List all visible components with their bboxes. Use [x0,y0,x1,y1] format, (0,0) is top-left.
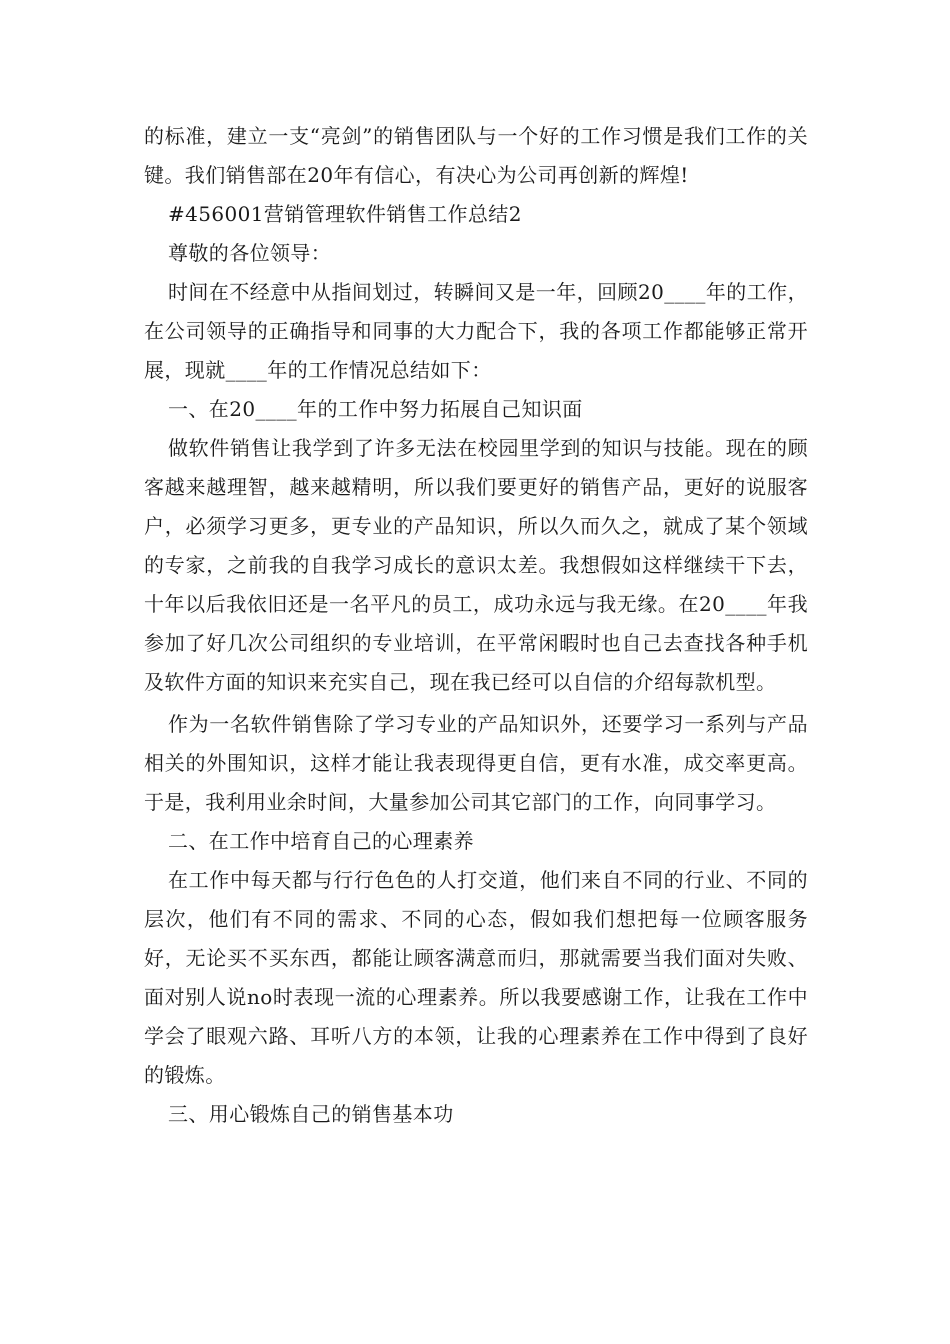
section-title: #456001营销管理软件销售工作总结2 [168,202,522,226]
document-body [144,117,808,1134]
paragraph-peripheral-knowledge: 作为一名软件销售除了学习专业的产品知识外，还要学习一系列与产品相关的外围知识，这样才能让我表现得更自信，更有水准，成交率更高。于是，我利用业余时间，大量参加公司其它部门的工作，向同事学习。 [144,712,808,814]
paragraph-opening: 时间在不经意中从指间划过，转瞬间又是一年，回顾20____年的工作，在公司领导的正确指导和同事的大力配合下，我的各项工作都能够正常开展，现就____年的工作情况总结如下： [144,280,808,382]
paragraph-knowledge: 做软件销售让我学到了许多无法在校园里学到的知识与技能。现在的顾客越来越理智，越来越精明，所以我们要更好的销售产品，更好的说服客户，必须学习更多，更专业的产品知识，所以久而久之，就成了某个领域的专家，之前我的自我学习成长的意识太差。我想假如这样继续干下去，十年以后我依旧还是一名平凡的员工，成功永远与我无缘。在20____年我参加了好几次公司组织的专业培训，在平常闲暇时也自己去查找各种手机及软件方面的知识来充实自己，现在我已经可以自信的介绍每款机型。 [144,436,808,694]
heading-two: 二、在工作中培育自己的心理素养 [168,829,474,853]
salutation: 尊敬的各位领导： [168,241,332,265]
paragraph-psychology: 在工作中每天都与行行色色的人打交道，他们来自不同的行业、不同的层次，他们有不同的需求、不同的心态，假如我们想把每一位顾客服务好，无论买不买东西，都能让顾客满意而归，那就需要当我们面对失败、面对别人说no时表现一流的心理素养。所以我要感谢工作，让我在工作中学会了眼观六路、耳听八方的本领，让我的心理素养在工作中得到了良好的锻炼。 [144,868,808,1087]
heading-three: 三、用心锻炼自己的销售基本功 [168,1102,454,1126]
paragraph-intro-continuation: 的标准，建立一支“亮剑”的销售团队与一个好的工作习惯是我们工作的关键。我们销售部在20年有信心，有决心为公司再创新的辉煌! [144,124,808,187]
heading-one: 一、在20____年的工作中努力拓展自己知识面 [168,397,583,421]
